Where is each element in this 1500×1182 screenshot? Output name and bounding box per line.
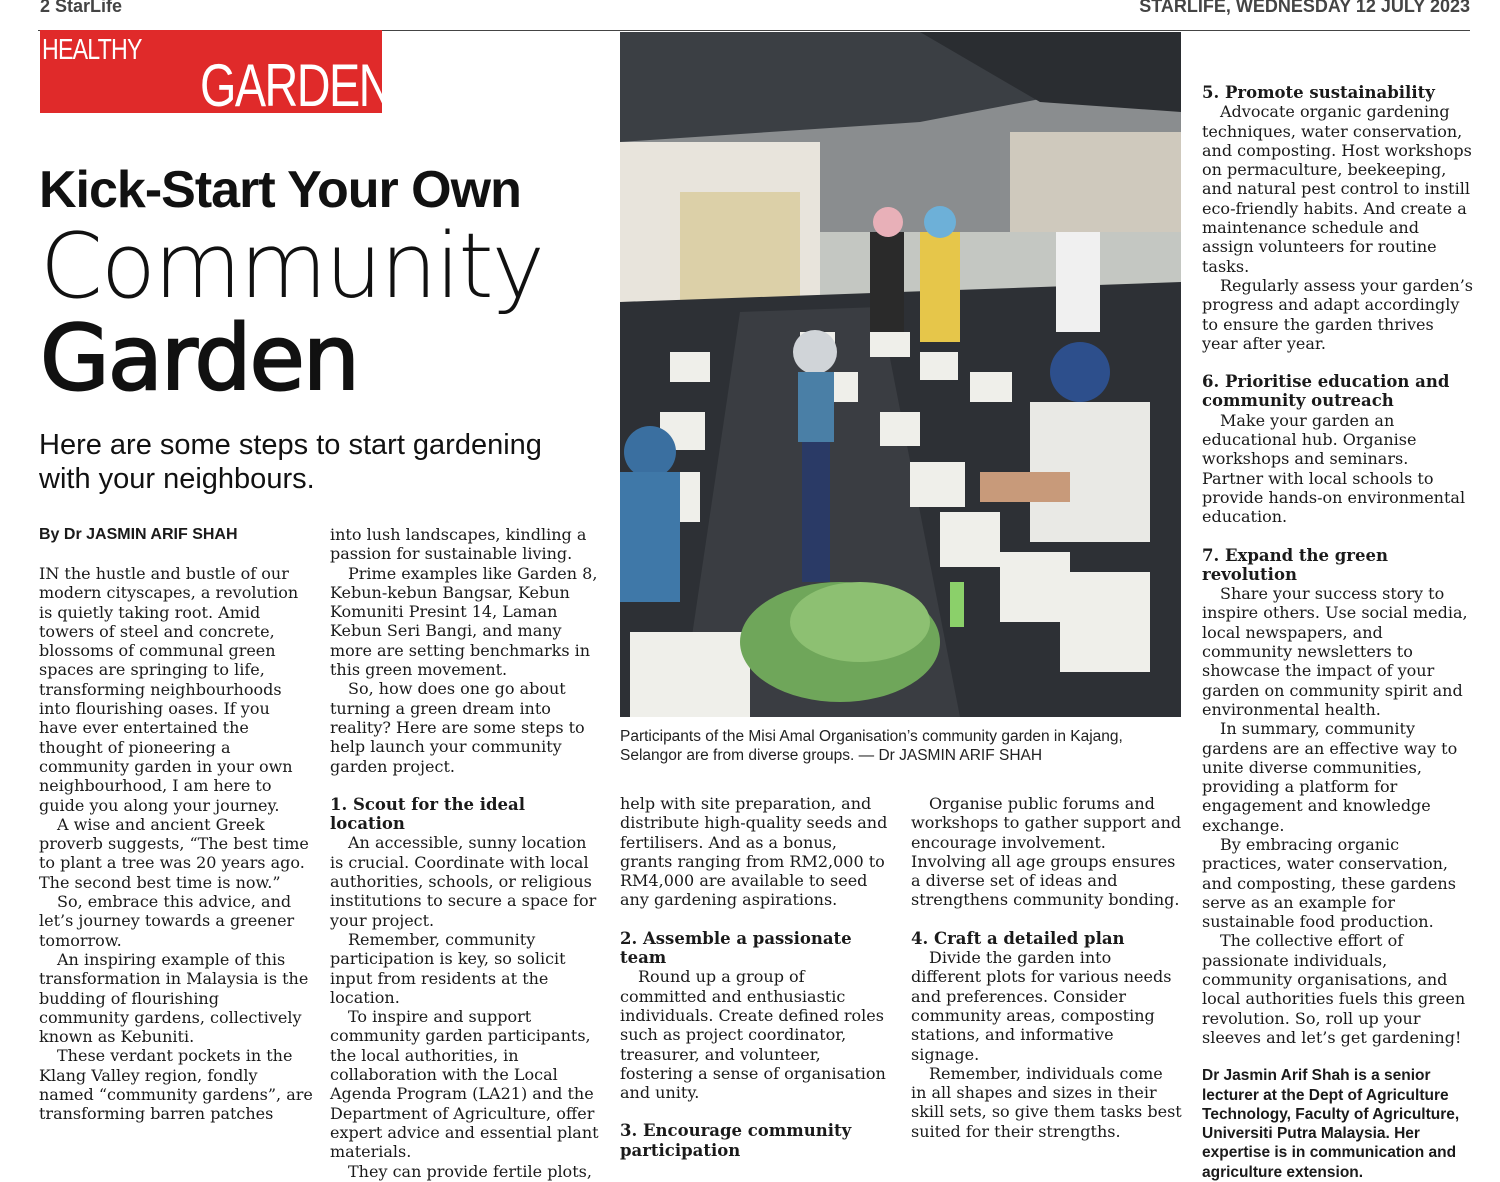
standfirst: Here are some steps to start gardening with your neighbours. [39,429,542,495]
paragraph: Prime examples like Garden 8, Kebun-kebun Bangsar, Kebun Komuniti Presint 14, Laman Kebun Seri Bangi, and many more are setting benchmarks in this green movement. [330,563,598,680]
step-heading-1: 1. Scout for the ideal location [330,794,525,834]
paragraph: The collective effort of passionate individuals, community organisations, and local authorities fuels this green revolution. So, roll up your sleeves and let’s get gardening! [1202,931,1466,1047]
paragraph: Make your garden an educational hub. Organise workshops and seminars. Partner with local schools to provide hands-on environmental education. [1202,410,1466,527]
headline-main-line1: Community [40,214,543,319]
paragraph: A wise and ancient Greek proverb suggests, “The best time to plant a tree was 20 years ago. The second best time is now.” [39,814,309,892]
paragraph: Share your success story to inspire others. Use social media, local newspapers, and community newsletters to showcase the impact of your garden on community spirit and environmental health. [1202,584,1468,719]
article-column-1 [39,564,313,1124]
paragraph: IN the hustle and bustle of our modern cityscapes, a revolution is quietly taking root. Amid towers of steel and concrete, blossoms of communal green spaces are springing to life, transforming neighbourhoods into flourishing oases. If you have ever entertained the thought of pioneering a community garden in your own neighbourhood, I am here to guide you along your journey. [39,564,299,815]
paragraph: Advocate organic gardening techniques, water conservation, and composting. Host workshops on permaculture, beekeeping, and natural pest control to instill eco-friendly habits. And create a maintenance schedule and assign volunteers for routine tasks. [1202,102,1472,276]
photo-illustration [620,32,1181,717]
masthead-left-text: 2 StarLife [40,0,123,16]
paragraph: To inspire and support community garden participants, the local authorities, in collaboration with the Local Agenda Program (LA21) and the Department of Agriculture, offer expert advice and essential plant materials. [330,1007,599,1162]
paragraph: By embracing organic practices, water conservation, and composting, these gardens serve as an example for sustainable food production. [1202,834,1456,932]
step-heading-3: 3. Encourage community participation [620,1121,852,1160]
section-label-garden: GARDEN [200,52,391,119]
paragraph: Organise public forums and workshops to gather support and encourage involvement. Involving all age groups ensures a diverse set of ideas and strengthens community bonding. [911,794,1182,910]
paragraph: Remember, community participation is key, so solicit input from residents at the location. [330,929,566,1007]
article-column-3 [620,794,892,1160]
photo-caption: Participants of the Misi Amal Organisation’s community garden in Kajang, Selangor are from diverse groups. — Dr JASMIN ARIF SHAH [620,728,1123,764]
paragraph: They can provide fertile plots, [348,1161,592,1181]
paragraph: An inspiring example of this transformation in Malaysia is the budding of flourishing community gardens, collectively known as Kebuniti. [39,949,309,1047]
paragraph: Regularly assess your garden’s progress and adapt accordingly to ensure the garden thrives year after year. [1202,275,1473,353]
section-label-healthy: HEALTHY [42,34,142,66]
paragraph: Divide the garden into different plots for various needs and preferences. Consider community areas, composting stations, and informative signage. [911,948,1172,1064]
paragraph: In summary, community gardens are an effective way to unite diverse communities, providing a platform for engagement and knowledge exchange. [1202,719,1458,835]
article-column-5 [1202,83,1474,1182]
step-heading-6: 6. Prioritise education and community outreach [1202,372,1450,411]
section-banner [40,30,391,119]
paragraph: into lush landscapes, kindling a passion for sustainable living. [330,525,587,564]
paragraph: So, embrace this advice, and let’s journey towards a greener tomorrow. [39,892,295,950]
step-heading-5: 5. Promote sustainability [1202,83,1435,102]
paragraph: An accessible, sunny location is crucial. Coordinate with local authorities, schools, or religious institutions to secure a space for your project. [330,833,597,930]
headline-kicker: Kick-Start Your Own [39,161,521,219]
article-column-4 [911,794,1183,1141]
masthead-right-text: STARLIFE, WEDNESDAY 12 JULY 2023 [1139,0,1470,16]
paragraph: So, how does one go about turning a green dream into reality? Here are some steps to help launch your community garden project. [330,679,585,776]
paragraph: These verdant pockets in the Klang Valley region, fondly named “community gardens”, are transforming barren patches [39,1046,313,1124]
paragraph: Round up a group of committed and enthusiastic individuals. Create defined roles such as project coordinator, treasurer, and volunteer, fostering a sense of organisation and unity. [620,967,886,1103]
headline-main-line2: Garden [40,306,358,411]
masthead-right [1139,0,1470,18]
step-heading-7: 7. Expand the green revolution [1202,545,1388,584]
community-garden-photo [620,32,1181,717]
step-heading-2: 2. Assemble a passionate team [620,928,852,968]
author-bio: Dr Jasmin Arif Shah is a senior lecturer at the Dept of Agriculture Technology, Faculty of Agriculture, Universiti Putra Malaysia. Her expertise is in communication and agriculture extension. [1202,1067,1460,1181]
byline: By Dr JASMIN ARIF SHAH [39,526,238,543]
paragraph: Remember, individuals come in all shapes and sizes in their skill sets, so give them tasks best suited for their strengths. [911,1063,1182,1141]
article-column-2 [330,525,600,1181]
paragraph: help with site preparation, and distribute high-quality seeds and fertilisers. And as a bonus, grants ranging from RM2,000 to RM4,000 are available to seed any gardening aspirations. [620,794,888,910]
step-heading-4: 4. Craft a detailed plan [911,928,1125,948]
masthead-left [40,0,170,18]
